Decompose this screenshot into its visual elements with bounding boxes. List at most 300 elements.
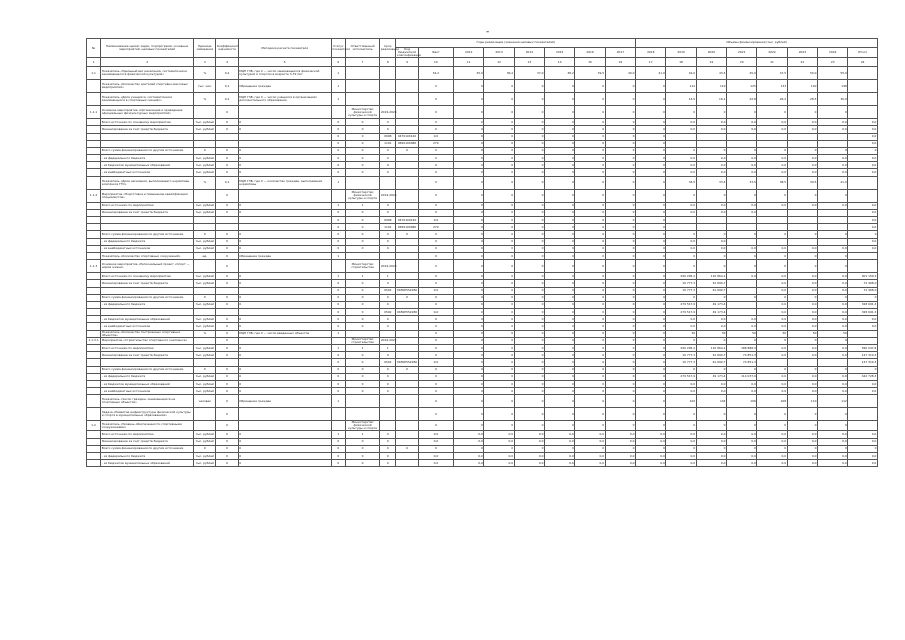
cell-year-value: [787, 217, 817, 224]
cell-year-value: 0,0: [727, 380, 757, 387]
cell-year-value: 0,0: [848, 388, 878, 395]
cell-fact: 0: [418, 252, 453, 259]
cell-num: [87, 294, 101, 301]
cell-year-value: 0,0: [787, 309, 817, 316]
cell-year-value: 0: [514, 126, 544, 133]
cell-status: 0: [331, 388, 345, 395]
cell-year-value: 0,0: [666, 316, 696, 323]
cell-year-value: 0: [605, 373, 635, 380]
cell-year-value: 0: [605, 80, 635, 93]
cell-method: 0: [238, 155, 331, 162]
cell-year-value: 0,0: [545, 438, 575, 445]
cell-year-value: 0: [727, 252, 757, 259]
cell-num: [87, 453, 101, 460]
cell-unit: тыс. рублей: [194, 301, 216, 308]
cell-year-value: [727, 287, 757, 294]
cell-year-value: 0: [818, 106, 848, 119]
cell-executor: Министерство строительства: [345, 260, 379, 273]
cell-year-value: 0: [454, 373, 484, 380]
cell-name: Всего сумма финансирования по другим источникам: [101, 445, 194, 452]
cell-year-value: 0,0: [787, 316, 817, 323]
cell-year-value: 0,0: [787, 438, 817, 445]
table-row: [87, 287, 878, 294]
table-row: [87, 67, 878, 80]
cell-num: [87, 323, 101, 330]
cell-year-value: 74 851,3: [727, 352, 757, 359]
header-year: 2017: [605, 48, 635, 58]
cell-status: 1: [331, 93, 345, 106]
cell-year-value: 50: [727, 330, 757, 337]
cell-year-value: 0: [605, 301, 635, 308]
cell-kbk: 0: [396, 147, 418, 154]
table-row: [87, 93, 878, 106]
cell-year-value: 0: [514, 224, 544, 231]
cell-name: Финансирование за счет средств бюджета: [101, 126, 194, 133]
cell-name: Финансирование за счет средств бюджета: [101, 280, 194, 287]
table-row: [87, 395, 878, 408]
cell-year-value: 0,0: [757, 373, 787, 380]
cell-year-value: 10 777,3: [666, 287, 696, 294]
cell-year-value: 0,0: [848, 209, 878, 216]
cell-year-value: 0: [605, 359, 635, 366]
cell-year-value: 0,0: [666, 162, 696, 169]
cell-year-value: 0: [636, 273, 666, 280]
cell-kbk: [396, 453, 418, 460]
cell-year-value: 0: [727, 189, 757, 202]
cell-executor: 0: [345, 388, 379, 395]
cell-method: 0: [238, 366, 331, 373]
cell-year-value: 0: [727, 421, 757, 431]
cell-year-value: 0: [575, 147, 605, 154]
cell-year-value: 0,0: [818, 119, 848, 126]
cell-kbk: [396, 380, 418, 387]
cell-year-value: 290 295,2: [666, 273, 696, 280]
cell-year-value: 50: [818, 330, 848, 337]
cell-status: 0: [331, 453, 345, 460]
cell-year-value: 0: [636, 323, 666, 330]
cell-year-value: 0: [575, 93, 605, 106]
header-column-code: 11: [454, 58, 484, 67]
cell-year-value: 0,0: [848, 438, 878, 445]
cell-year-value: 0,0: [727, 162, 757, 169]
cell-unit: тыс. рублей: [194, 126, 216, 133]
cell-year-value: 0: [605, 280, 635, 287]
cell-year-value: 0: [757, 294, 787, 301]
cell-dates: 1: [380, 345, 396, 352]
cell-year-value: 0: [514, 445, 544, 452]
cell-year-value: 0: [666, 147, 696, 154]
cell-year-value: 72 468,0: [848, 287, 878, 294]
cell-dates: 0502: [380, 309, 396, 316]
cell-year-value: 0: [545, 395, 575, 408]
cell-year-value: 0: [454, 316, 484, 323]
cell-year-value: 0: [545, 316, 575, 323]
cell-method: МЦП ГЗБ, где X — число занимающихся физической культурой и спортом в возрасте 3-79 лет: [238, 67, 331, 80]
cell-status: 1: [331, 80, 345, 93]
cell-year-value: 0: [636, 189, 666, 202]
cell-year-value: [848, 421, 878, 431]
cell-year-value: 0,0: [454, 453, 484, 460]
cell-year-value: 0: [727, 366, 757, 373]
cell-year-value: 0,0: [818, 345, 848, 352]
cell-unit: 0: [194, 366, 216, 373]
cell-year-value: 0: [787, 231, 817, 238]
cell-year-value: 0: [514, 189, 544, 202]
cell-year-value: 0: [514, 280, 544, 287]
cell-year-value: 0: [454, 421, 484, 431]
cell-year-value: 0: [454, 217, 484, 224]
cell-year-value: 0,0: [454, 431, 484, 438]
cell-year-value: 0: [636, 421, 666, 431]
cell-year-value: 0,0: [696, 162, 726, 169]
cell-year-value: 0: [605, 189, 635, 202]
cell-year-value: 30: [696, 330, 726, 337]
cell-year-value: 0: [545, 301, 575, 308]
cell-year-value: 42,0: [666, 67, 696, 80]
cell-num: [87, 287, 101, 294]
cell-year-value: 0: [484, 231, 514, 238]
cell-year-value: 0: [484, 93, 514, 106]
cell-year-value: 0: [636, 80, 666, 93]
cell-executor: 1: [345, 202, 379, 209]
header-column-code: 13: [514, 58, 544, 67]
cell-dates: 0: [380, 162, 396, 169]
cell-fact: 0: [418, 316, 453, 323]
cell-kbk: 0650Р552280: [396, 359, 418, 366]
cell-year-value: 0: [666, 106, 696, 119]
cell-dates: 0: [380, 301, 396, 308]
cell-status: [331, 337, 345, 344]
cell-dates: 0908: [380, 133, 396, 140]
cell-kbk: [396, 316, 418, 323]
cell-method: 0: [238, 316, 331, 323]
cell-fact: 0: [418, 126, 453, 133]
table-row: [87, 245, 878, 252]
cell-year-value: 0,0: [727, 273, 757, 280]
cell-weight: 0: [216, 438, 238, 445]
cell-year-value: 0: [666, 260, 696, 273]
cell-method: Обращение граждан: [238, 395, 331, 408]
cell-weight: 0: [216, 408, 238, 421]
cell-unit: тыс. рублей: [194, 373, 216, 380]
cell-year-value: 0: [575, 260, 605, 273]
cell-year-value: 0,0: [818, 373, 848, 380]
cell-year-value: 0: [484, 366, 514, 373]
cell-executor: 0: [345, 445, 379, 452]
table-row: [87, 260, 878, 273]
cell-year-value: 0,0: [666, 169, 696, 176]
cell-year-value: 0: [605, 294, 635, 301]
cell-year-value: 0,0: [848, 224, 878, 231]
cell-executor: 0: [345, 373, 379, 380]
cell-unit: тыс. рублей: [194, 352, 216, 359]
cell-year-value: 0: [575, 273, 605, 280]
header-column-code: 24: [848, 58, 878, 67]
cell-year-value: 0: [666, 445, 696, 452]
cell-kbk: [396, 162, 418, 169]
cell-dates: 0: [380, 445, 396, 452]
header-weight: Коэффициент значимости: [216, 39, 238, 58]
cell-weight: 0: [216, 202, 238, 209]
cell-year-value: 0,0: [696, 453, 726, 460]
cell-year-value: 0,0: [666, 438, 696, 445]
cell-year-value: 0: [575, 323, 605, 330]
cell-fact: 0: [418, 119, 453, 126]
cell-year-value: 0,0: [787, 380, 817, 387]
cell-year-value: 0: [787, 260, 817, 273]
header-name: Наименование целей, задач, подпрограмм, основных мероприятий, целевых показателей: [101, 39, 194, 58]
cell-unit: тыс. рублей: [194, 202, 216, 209]
cell-weight: 0: [216, 453, 238, 460]
cell-year-value: 0,0: [818, 280, 848, 287]
cell-dates: 1101: [380, 140, 396, 147]
cell-year-value: 0,0: [757, 301, 787, 308]
cell-year-value: 0: [818, 252, 848, 259]
cell-year-value: 0,0: [696, 431, 726, 438]
cell-year-value: 0: [636, 106, 666, 119]
cell-year-value: 0: [514, 106, 544, 119]
cell-status: 0: [331, 359, 345, 366]
cell-year-value: 0: [484, 155, 514, 162]
cell-weight: [216, 133, 238, 140]
cell-dates: 1: [380, 273, 396, 280]
cell-status: 0: [331, 438, 345, 445]
cell-year-value: 0,0: [787, 301, 817, 308]
cell-year-value: 0: [818, 408, 848, 421]
cell-year-value: 0: [757, 189, 787, 202]
cell-year-value: [666, 140, 696, 147]
header-column-code: 5: [238, 58, 331, 67]
cell-kbk: [396, 337, 418, 344]
cell-executor: 1: [345, 345, 379, 352]
cell-year-value: 0,0: [848, 119, 878, 126]
cell-year-value: 0: [757, 421, 787, 431]
cell-dates: 0: [380, 453, 396, 460]
cell-year-value: [848, 93, 878, 106]
cell-method: 0: [238, 209, 331, 216]
cell-name: Показатель «Количество зрителей спортивно-массовых мероприятий»: [101, 80, 194, 93]
cell-year-value: 0: [514, 316, 544, 323]
cell-dates: 0908: [380, 217, 396, 224]
cell-num: [87, 147, 101, 154]
cell-year-value: 0: [514, 147, 544, 154]
cell-dates: [380, 421, 396, 431]
cell-method: 0: [238, 460, 331, 467]
cell-year-value: 49 173,4: [696, 373, 726, 380]
cell-executor: 0: [345, 133, 379, 140]
cell-unit: [194, 309, 216, 316]
cell-year-value: 102: [666, 395, 696, 408]
cell-year-value: 0,0: [727, 460, 757, 467]
cell-year-value: 125: [727, 80, 757, 93]
table-row: [87, 80, 878, 93]
cell-method: 0: [238, 162, 331, 169]
cell-year-value: 0,0: [787, 323, 817, 330]
cell-weight: 0: [216, 345, 238, 352]
cell-method: [238, 217, 331, 224]
cell-fact: 0: [418, 408, 453, 421]
cell-method: 0: [238, 373, 331, 380]
cell-name: Всего источники по основному мероприятию: [101, 119, 194, 126]
header-year: 2012: [454, 48, 484, 58]
cell-year-value: 110 864,1: [696, 345, 726, 352]
cell-year-value: 0: [696, 189, 726, 202]
cell-year-value: 0: [484, 445, 514, 452]
cell-year-value: 0,0: [666, 202, 696, 209]
cell-kbk: 0: [396, 445, 418, 452]
cell-year-value: 0: [514, 366, 544, 373]
cell-year-value: 0: [696, 294, 726, 301]
cell-name: Показатель «Доля населения, выполнившего нормативы комплекса ГТО»: [101, 176, 194, 189]
cell-status: 0: [331, 280, 345, 287]
header-dates: Срок реализации: [380, 39, 396, 58]
cell-year-value: 0: [636, 287, 666, 294]
cell-year-value: 41,0: [636, 67, 666, 80]
cell-year-value: 0,0: [605, 460, 635, 467]
cell-weight: 0: [216, 388, 238, 395]
cell-method: [238, 287, 331, 294]
cell-year-value: [757, 133, 787, 140]
cell-year-value: 0: [605, 217, 635, 224]
cell-executor: 0: [345, 209, 379, 216]
cell-method: 0: [238, 445, 331, 452]
cell-num: [87, 119, 101, 126]
cell-year-value: 0: [636, 176, 666, 189]
cell-year-value: 0: [454, 169, 484, 176]
cell-executor: 1: [345, 273, 379, 280]
cell-year-value: 0: [454, 366, 484, 373]
cell-weight: 0: [216, 395, 238, 408]
table-row: [87, 309, 878, 316]
cell-year-value: 0: [575, 287, 605, 294]
cell-year-value: 0,0: [727, 126, 757, 133]
cell-fact: 0: [418, 337, 453, 344]
cell-dates: 0: [380, 323, 396, 330]
cell-year-value: 0: [575, 366, 605, 373]
cell-name: [101, 224, 194, 231]
cell-year-value: 0: [484, 287, 514, 294]
header-year: 2020: [696, 48, 726, 58]
cell-fact: 0: [418, 189, 453, 202]
cell-year-value: 119: [696, 80, 726, 93]
cell-year-value: 0: [757, 408, 787, 421]
cell-dates: 0: [380, 352, 396, 359]
table-row: [87, 126, 878, 133]
cell-year-value: [818, 238, 848, 245]
cell-year-value: 0: [757, 260, 787, 273]
cell-year-value: 0: [454, 445, 484, 452]
cell-kbk: 0650Р552280: [396, 309, 418, 316]
cell-num: [87, 209, 101, 216]
header-column-code: 19: [696, 58, 726, 67]
cell-year-value: 0: [484, 176, 514, 189]
cell-year-value: 0,0: [818, 126, 848, 133]
cell-year-value: 0: [818, 260, 848, 273]
table-row: [87, 294, 878, 301]
cell-num: [87, 301, 101, 308]
cell-year-value: 0: [484, 224, 514, 231]
cell-year-value: 0: [454, 359, 484, 366]
cell-executor: 0: [345, 366, 379, 373]
cell-weight: [216, 359, 238, 366]
cell-num: [87, 438, 101, 445]
cell-year-value: 45,0: [727, 67, 757, 80]
cell-year-value: 0,0: [696, 155, 726, 162]
cell-kbk: 0470100140: [396, 133, 418, 140]
cell-year-value: 0,0: [696, 238, 726, 245]
cell-executor: 0: [345, 169, 379, 176]
cell-year-value: 0: [818, 294, 848, 301]
cell-weight: 0: [216, 238, 238, 245]
cell-year-value: 0,0: [848, 431, 878, 438]
cell-year-value: 0,0: [848, 323, 878, 330]
cell-year-value: 0: [636, 162, 666, 169]
cell-num: [87, 431, 101, 438]
cell-year-value: 0: [727, 337, 757, 344]
cell-year-value: 108: [757, 395, 787, 408]
cell-name: - из внебюджетных источников: [101, 169, 194, 176]
cell-year-value: 0: [454, 252, 484, 259]
cell-year-value: 0: [545, 408, 575, 421]
cell-year-value: 0: [818, 366, 848, 373]
cell-fact: 0,0: [418, 438, 453, 445]
cell-fact: 0: [418, 366, 453, 373]
cell-year-value: 0: [454, 323, 484, 330]
cell-status: 0: [331, 373, 345, 380]
cell-executor: [345, 176, 379, 189]
header-column-code: 20: [727, 58, 757, 67]
cell-year-value: 0: [484, 273, 514, 280]
cell-name: Всего сумма финансирования по другим источникам: [101, 294, 194, 301]
cell-executor: Министерство физической культуры и спорта: [345, 421, 379, 431]
cell-kbk: 0: [396, 366, 418, 373]
cell-fact: 0: [418, 162, 453, 169]
cell-year-value: [848, 260, 878, 273]
cell-year-value: 0: [636, 316, 666, 323]
cell-method: 0: [238, 388, 331, 395]
budget-table: [86, 38, 878, 467]
cell-year-value: 0: [636, 140, 666, 147]
cell-executor: 1: [345, 431, 379, 438]
cell-year-value: 0: [545, 119, 575, 126]
cell-year-value: 0: [545, 380, 575, 387]
cell-weight: 0: [216, 352, 238, 359]
cell-year-value: [757, 140, 787, 147]
cell-year-value: 0: [514, 260, 544, 273]
cell-year-value: 0: [454, 388, 484, 395]
table-row: [87, 388, 878, 395]
header-year: 2021: [727, 48, 757, 58]
cell-year-value: 0: [454, 162, 484, 169]
cell-year-value: [848, 337, 878, 344]
cell-year-value: 0: [454, 273, 484, 280]
cell-year-value: 0,0: [696, 438, 726, 445]
cell-dates: 0: [380, 119, 396, 126]
cell-method: 0: [238, 323, 331, 330]
cell-fact: 0: [418, 202, 453, 209]
cell-year-value: 0: [605, 245, 635, 252]
cell-year-value: 0: [484, 323, 514, 330]
cell-year-value: 0: [636, 217, 666, 224]
cell-year-value: 110 864,1: [696, 273, 726, 280]
cell-year-value: 0,0: [787, 155, 817, 162]
cell-executor: 0: [345, 294, 379, 301]
cell-year-value: 0,0: [757, 438, 787, 445]
cell-year-value: [787, 359, 817, 366]
cell-year-value: 0: [454, 309, 484, 316]
cell-year-value: 0: [575, 80, 605, 93]
cell-status: 1: [331, 345, 345, 352]
